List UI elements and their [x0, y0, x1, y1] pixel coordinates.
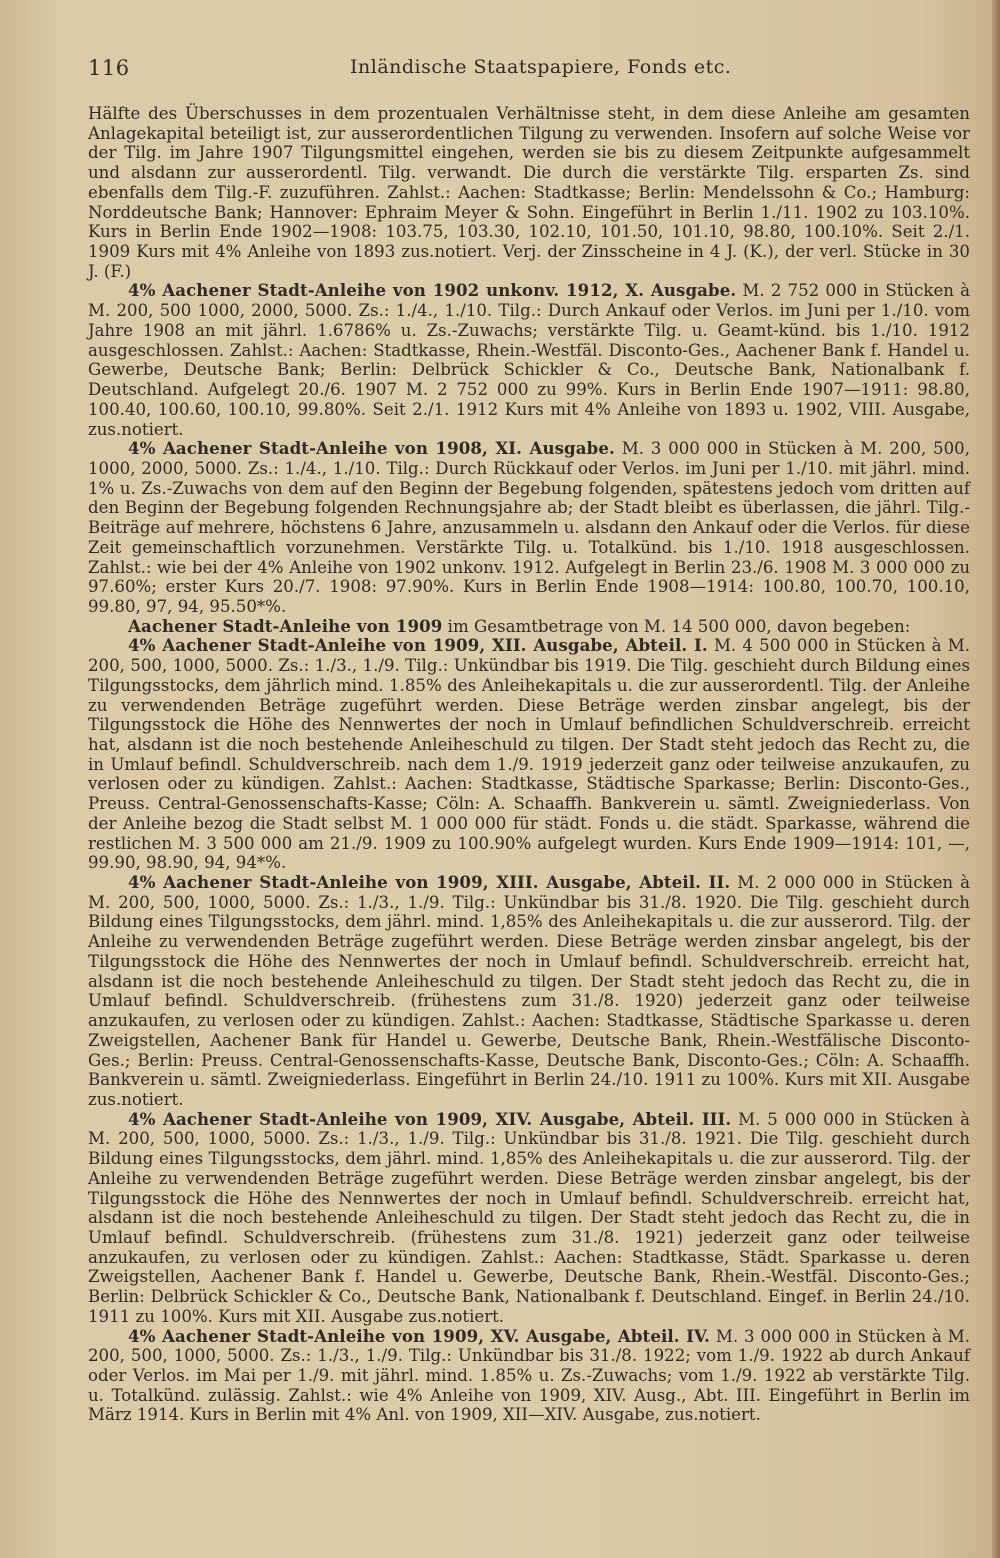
- loan-entry: [88, 873, 970, 1110]
- paragraph-text: M. 2 752 000 in Stücken à M. 200, 500 1000, 2000, 5000. Zs.: 1./4., 1./10. Tilg.: Durch Ankauf oder Verlos. im Juni per 1./10. vom Jahre 1908 an mit jährl. 1.6786% u. Zs.-Zuwachs; verstärkte Tilg. u. Geamt-künd. bis 1./10. 1912 ausgeschlossen. Zahlst.: Aachen: Stadtkasse, Rhein.-Westfäl. Disconto-Ges., Aachener Bank f. Handel u. Gewerbe, Deutsche Bank; Berlin: Delbrück Schickler & Co., Deutsche Bank, Nationalbank f. Deutschland. Aufgelegt 20./6. 1907 M. 2 752 000 zu 99%. Kurs in Berlin Ende 1907—1911: 98.80, 100.40, 100.60, 100.10, 99.80%. Seit 2./1. 1912 Kurs mit 4% Anleihe von 1893 u. 1902, VIII. Ausgabe, zus.notiert.: [88, 281, 970, 439]
- page-number: 116: [88, 56, 130, 80]
- paragraph-text: M. 4 500 000 in Stücken à M. 200, 500, 1000, 5000. Zs.: 1./3., 1./9. Tilg.: Unkündbar bis 1919. Die Tilg. geschieht durch Bildung eines Tilgungsstocks, dem jährlich mind. 1.85% des Anleihekapitals u. die zur ausserordentl. Tilg. der Anleihe zu verwendenden Beträge zugeführt werden. Diese Beträge werden zinsbar angelegt, bis der Tilgungsstock die Höhe des Nennwertes der noch in Umlauf befindlichen Schuldverschreib. erreicht hat, alsdann ist die noch bestehende Anleiheschuld zu tilgen. Der Stadt steht jedoch das Recht zu, die in Umlauf befindl. Schuldverschreib. nach dem 1./9. 1919 jederzeit ganz oder teilweise anzukaufen, zu verlosen oder zu kündigen. Zahlst.: Aachen: Stadtkasse, Städtische Sparkasse; Berlin: Disconto-Ges., Preuss. Central-Genossenschafts-Kasse; Cöln: A. Schaaffh. Bankverein u. sämtl. Zweigniederlass. Von der Anleihe bezog die Stadt selbst M. 1 000 000 für städt. Fonds u. die städt. Sparkasse, während die restlichen M. 3 500 000 am 21./9. 1909 zu 100.90% aufgelegt wurden. Kurs Ende 1909—1914: 101, —, 99.90, 98.90, 94, 94*%.: [88, 636, 970, 873]
- paragraph-text: im Gesamtbetrage von M. 14 500 000, davon begeben:: [447, 616, 911, 636]
- loan-heading: 4% Aachener Stadt-Anleihe von 1908, XI. Ausgabe.: [128, 438, 615, 459]
- page-edge: [992, 0, 1000, 1558]
- paragraph-text: M. 2 000 000 in Stücken à M. 200, 500, 1000, 5000. Zs.: 1./3., 1./9. Tilg.: Unkündbar bis 31./8. 1920. Die Tilg. geschieht durch Bildung eines Tilgungsstocks, dem jährl. mind. 1,85% des Anleihekapitals u. die zur ausserord. Tilg. der Anleihe zu verwendenden Beträge zugeführt werden. Diese Beträge werden zinsbar angelegt, bis der Tilgungsstock die Höhe des Nennwertes der noch in Umlauf befindl. Schuldverschreib. erreicht hat, alsdann ist die noch bestehende Anleiheschuld zu tilgen. Der Stadt steht jedoch das Recht zu, die in Umlauf befindl. Schuldverschreib. (frühestens zum 31./8. 1920) jederzeit ganz oder teilweise anzukaufen, zu verlosen oder zu kündigen. Zahlst.: Aachen: Stadtkasse, Städtische Sparkasse u. deren Zweigstellen, Aachener Bank für Handel u. Gewerbe, Deutsche Bank, Rhein.-Westfälische Disconto-Ges.; Berlin: Preuss. Central-Genossenschafts-Kasse, Deutsche Bank, Disconto-Ges.; Cöln: A. Schaaffh. Bankverein u. sämtl. Zweigniederlass. Eingeführt in Berlin 24./10. 1911 zu 100%. Kurs mit XII. Ausgabe zus.notiert.: [88, 873, 970, 1109]
- paragraph-text: M. 3 000 000 in Stücken à M. 200, 500, 1000, 2000, 5000. Zs.: 1./4., 1./10. Tilg.: Durch Rückkauf oder Verlos. im Juni per 1./10. mit jährl. mind. 1% u. Zs.-Zuwachs von dem auf den Beginn der Begebung folgenden, spätestens jedoch vom dritten auf den Beginn der Begebung folgenden Rechnungsjahre ab; der Stadt bleibt es überlassen, die jährl. Tilg.-Beiträge auf mehrere, höchstens 6 Jahre, anzusammeln u. alsdann den Ankauf oder die Verlos. für diese Zeit gemeinschaftlich vorzunehmen. Verstärkte Tilg. u. Totalkünd. bis 1./10. 1918 ausgeschlossen. Zahlst.: wie bei der 4% Anleihe von 1902 unkonv. 1912. Aufgelegt in Berlin 23./6. 1908 M. 3 000 000 zu 97.60%; erster Kurs 20./7. 1908: 97.90%. Kurs in Berlin Ende 1908—1914: 100.80, 100.70, 100.10, 99.80, 97, 94, 95.50*%.: [88, 439, 971, 616]
- loan-entry: [88, 1327, 970, 1426]
- paragraph-text: Hälfte des Überschusses in dem prozentualen Verhältnisse steht, in dem diese Anleihe am gesamten Anlagekapital beteiligt ist, zur ausserordentlichen Tilgung zu verwenden. Insofern auf solche Weise vor der Tilg. im Jahre 1907 Tilgungsmittel eingehen, werden sie bis zu diesem Zeitpunkte aufgesammelt und alsdann zur ausserordentl. Tilg. verwandt. Die durch die verstärkte Tilg. ersparten Zs. sind ebenfalls dem Tilg.-F. zuzuführen. Zahlst.: Aachen: Stadtkasse; Berlin: Mendelssohn & Co.; Hamburg: Norddeutsche Bank; Hannover: Ephraim Meyer & Sohn. Eingeführt in Berlin 1./11. 1902 zu 103.10%. Kurs in Berlin Ende 1902—1908: 103.75, 103.30, 102.10, 101.50, 101.10, 98.80, 100.10%. Seit 2./1. 1909 Kurs mit 4% Anleihe von 1893 zus.notiert. Verj. der Zinsscheine in 4 J. (K.), der verl. Stücke in 30 J. (F.): [88, 104, 970, 281]
- loan-entry: [88, 281, 970, 439]
- paragraph-continuation: [88, 104, 970, 281]
- paragraph-text: M. 5 000 000 in Stücken à M. 200, 500, 1000, 5000. Zs.: 1./3., 1./9. Tilg.: Unkündbar bis 31./8. 1921. Die Tilg. geschieht durch Bildung eines Tilgungsstocks, dem jährl. mind. 1,85% des Anleihekapitals u. die zur ausserord. Tilg. der Anleihe zu verwendenden Beträge zugeführt werden. Diese Beträge werden zinsbar angelegt, bis der Tilgungsstock die Höhe des Nennwertes der noch in Umlauf befindl. Schuldverschreib. erreicht hat, alsdann ist die noch bestehende Anleiheschuld zu tilgen. Der Stadt steht jedoch das Recht zu, die in Umlauf befindl. Schuldverschreib. (frühestens zum 31./8. 1921) jederzeit ganz oder teilweise anzukaufen, zu verlosen oder zu kündigen. Zahlst.: Aachen: Stadtkasse, Städt. Sparkasse u. deren Zweigstellen, Aachener Bank f. Handel u. Gewerbe, Deutsche Bank, Rhein.-Westfäl. Disconto-Ges.; Berlin: Delbrück Schickler & Co., Deutsche Bank, Nationalbank f. Deutschland. Eingef. in Berlin 24./10. 1911 zu 100%. Kurs mit XII. Ausgabe zus.notiert.: [88, 1109, 970, 1326]
- loan-entry: [88, 439, 970, 616]
- page-header: [88, 56, 960, 84]
- loan-heading: 4% Aachener Stadt-Anleihe von 1909, XII. Ausgabe, Abteil. I.: [128, 635, 708, 656]
- running-title: Inländische Staatspapiere, Fonds etc.: [350, 56, 732, 78]
- document-body: [88, 104, 970, 1425]
- loan-entry: [88, 636, 970, 873]
- loan-heading: 4% Aachener Stadt-Anleihe von 1909, XIV. Ausgabe, Abteil. III.: [128, 1108, 732, 1129]
- paragraph-text: M. 3 000 000 in Stücken à M. 200, 500, 1000, 5000. Zs.: 1./3., 1./9. Tilg.: Unkündbar bis 31./8. 1922; vom 1./9. 1922 ab durch Ankauf oder Verlos. im Mai per 1./9. mit jährl. mind. 1.85% u. Zs.-Zuwachs; vom 1./9. 1922 ab verstärkte Tilg. u. Totalkünd. zulässig. Zahlst.: wie 4% Anleihe von 1909, XIV. Ausg., Abt. III. Eingeführt in Berlin im März 1914. Kurs in Berlin mit 4% Anl. von 1909, XII—XIV. Ausgabe, zus.notiert.: [88, 1326, 970, 1425]
- loan-entry: [88, 617, 970, 637]
- loan-heading: Aachener Stadt-Anleihe von 1909: [128, 615, 443, 636]
- loan-heading: 4% Aachener Stadt-Anleihe von 1909, XV. Ausgabe, Abteil. IV.: [128, 1325, 710, 1346]
- loan-heading: 4% Aachener Stadt-Anleihe von 1909, XIII. Ausgabe, Abteil. II.: [128, 872, 731, 893]
- loan-heading: 4% Aachener Stadt-Anleihe von 1902 unkonv. 1912, X. Ausgabe.: [128, 280, 737, 301]
- loan-entry: [88, 1110, 970, 1327]
